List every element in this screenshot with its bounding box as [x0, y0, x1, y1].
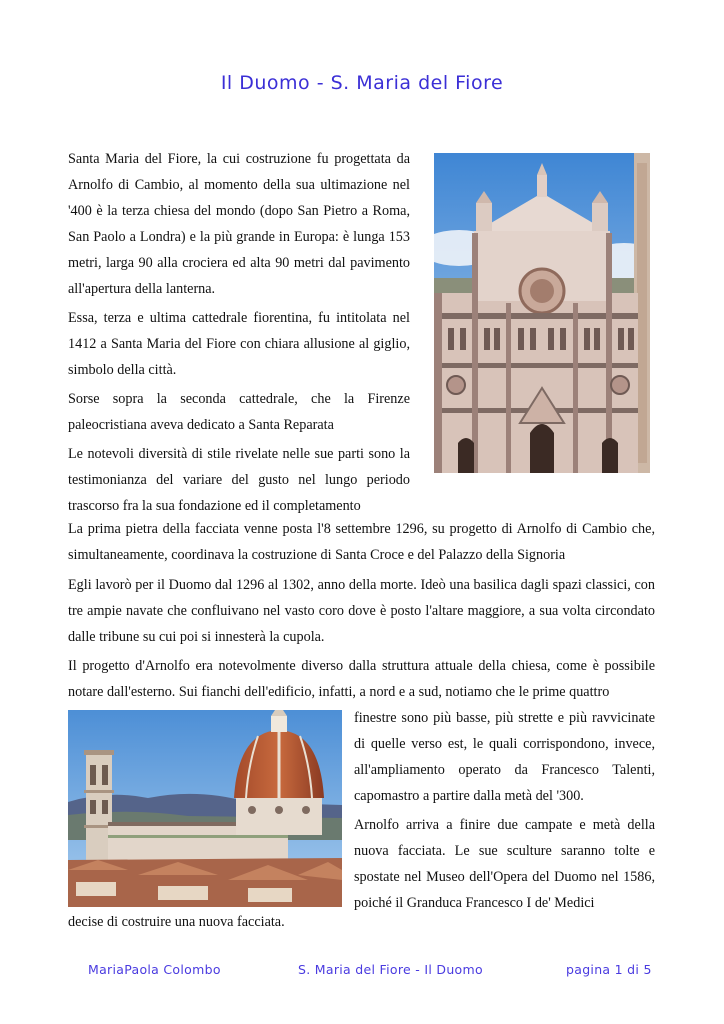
cathedral-facade-photo [434, 153, 650, 473]
paragraph-10: decise di costruire una nuova facciata. [68, 914, 285, 930]
paragraph-6: Egli lavorò per il Duomo dal 1296 al 1302, anno della morte. Ideò una basilica dagli spazi classici, con tre ampie navate che confluivano nel vasto coro dove è posto l'altare maggiore, a sua volta circondato dalle tribune su cui poi si innesterà la cupola. [68, 577, 655, 645]
left-column [68, 146, 410, 522]
paragraph-4: Le notevoli diversità di stile rivelate nelle sue parti sono la testimonianza del variare del gusto nel lungo periodo trascorso fra la sua fondazione ed il completamento [68, 446, 410, 514]
footer-author: MariaPaola Colombo [88, 962, 221, 977]
footer-page-number: pagina 1 di 5 [566, 962, 652, 977]
paragraph-1: Santa Maria del Fiore, la cui costruzione fu progettata da Arnolfo di Cambio, al momento della sua ultimazione nel '400 è la terza chiesa del mondo (dopo San Pietro a Roma, San Paolo a Londra) e la più grande in Europa: è lunga 153 metri, larga 90 alla crociera ed alta 90 metri dal pavimento all'apertura della lanterna. [68, 151, 410, 297]
paragraph-3: Sorse sopra la seconda cattedrale, che la Firenze paleocristiana aveva dedicato a Santa Reparata [68, 391, 410, 433]
right-column [354, 705, 655, 919]
paragraph-2: Essa, terza e ultima cattedrale fiorentina, fu intitolata nel 1412 a Santa Maria del Fiore con chiara allusione al giglio, simbolo della città. [68, 310, 410, 378]
paragraph-5: La prima pietra della facciata venne posta l'8 settembre 1296, su progetto di Arnolfo di Cambio che, simultaneamente, coordinava la costruzione di Santa Croce e del Palazzo della Signoria [68, 521, 655, 563]
paragraph-7: Il progetto d'Arnolfo era notevolmente diverso dalla struttura attuale della chiesa, come è possibile notare dall'esterno. Sui fianchi dell'edificio, infatti, a nord e a sud, notiamo che le prime quattro [68, 658, 655, 700]
paragraph-8: finestre sono più basse, più strette e più ravvicinate di quelle verso est, le quali corrispondono, invece, all'ampliamento operato da Francesco Talenti, capomastro a partire dalla metà del '300. [354, 710, 655, 804]
dome-illustration [68, 710, 342, 907]
paragraph-9: Arnolfo arriva a finire due campate e metà della nuova facciata. Le sue sculture saranno tolte e spostate nel Museo dell'Opera del Duomo nel 1586, poiché il Granduca Francesco I de' Medici [354, 817, 655, 911]
footer-center-title: S. Maria del Fiore - Il Duomo [298, 962, 483, 977]
facade-illustration [434, 153, 650, 473]
page-title: Il Duomo - S. Maria del Fiore [220, 72, 504, 94]
cathedral-dome-photo [68, 710, 342, 907]
